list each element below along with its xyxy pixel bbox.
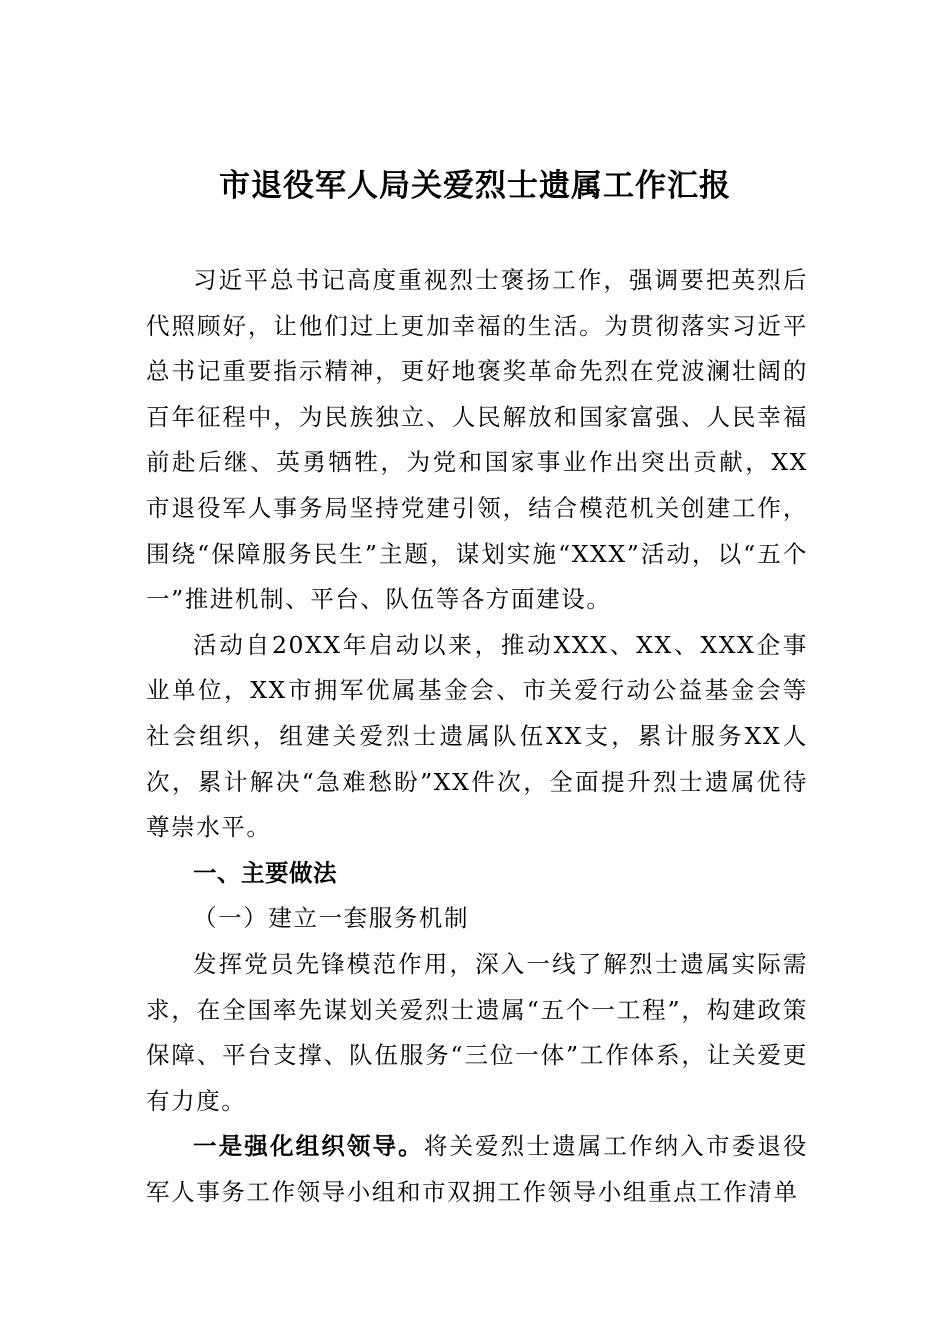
document-body (146, 258, 808, 1215)
paragraph-lead-phrase: 一是强化组织领导。 (193, 1132, 424, 1161)
paragraph-intro: 习近平总书记高度重视烈士褒扬工作，强调要把英烈后代照顾好，让他们过上更加幸福的生活。为贯彻落实习近平总书记重要指示精神，更好地褒奖革命先烈在党波澜壮阔的百年征程中，为民族独立、人民解放和国家富强、人民幸福前赴后继、英勇牺牲，为党和国家事业作出突出贡献，XX市退役军人事务局坚持党建引领，结合模范机关创建工作，围绕“保障服务民生”主题，谋划实施“XXX”活动，以“五个一”推进机制、平台、队伍等各方面建设。 (146, 266, 808, 614)
paragraph-leadership (146, 1124, 808, 1215)
section-heading: 一、主要做法 (193, 858, 337, 887)
document-title: 市退役军人局关爱烈士遗属工作汇报 (219, 168, 731, 204)
paragraph-activity: 活动自20XX年启动以来，推动XXX、XX、XXX企事业单位，XX市拥军优属基金会、市关爱行动公益基金会等社会组织，组建关爱烈士遗属队伍XX支，累计服务XX人次，累计解决“急难愁盼”XX件次，全面提升烈士遗属优待尊崇水平。 (146, 630, 808, 842)
paragraph-leadership-text: 将关爱烈士遗属工作纳入市委退役军人事务工作领导小组和市双拥工作领导小组重点工作清单 (146, 1132, 808, 1206)
paragraph-mechanism: 发挥党员先锋模范作用，深入一线了解烈士遗属实际需求，在全国率先谋划关爱烈士遗属“五个一工程”，构建政策保障、平台支撑、队伍服务“三位一体”工作体系，让关爱更有力度。 (146, 949, 808, 1115)
subsection-heading: （一）建立一套服务机制 (193, 904, 470, 933)
